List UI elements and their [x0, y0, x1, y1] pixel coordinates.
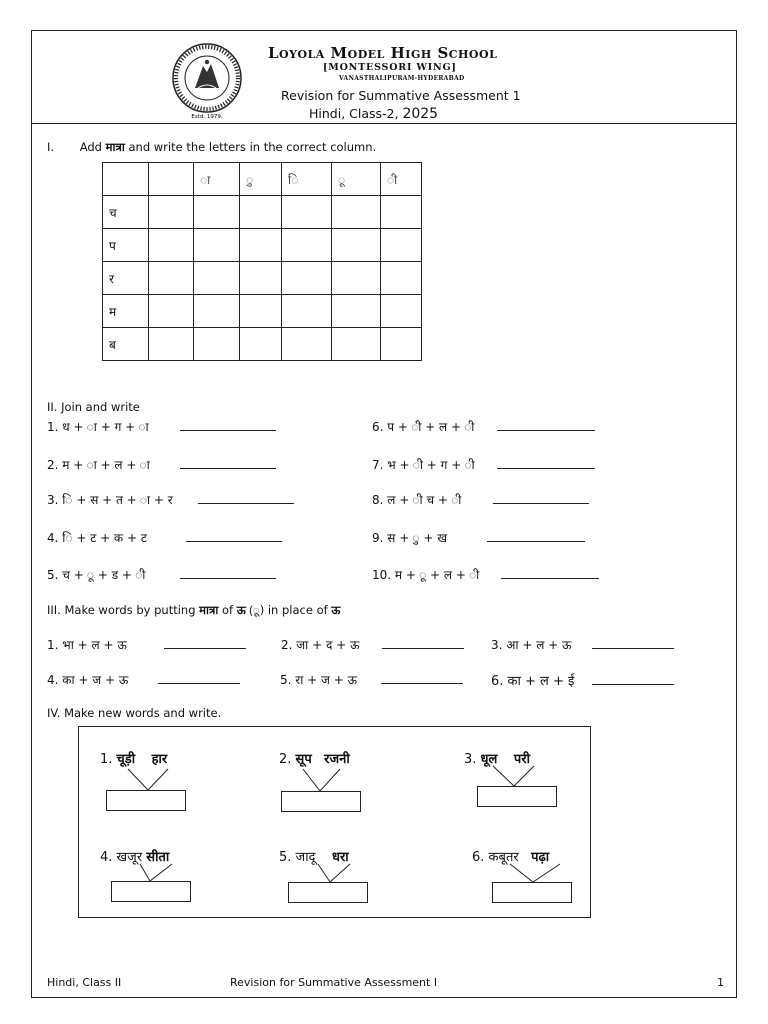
- answer-cell[interactable]: [332, 196, 381, 229]
- answer-cell[interactable]: [149, 295, 194, 328]
- answer-cell[interactable]: [149, 262, 194, 295]
- answer-blank[interactable]: [493, 493, 589, 504]
- answer-cell[interactable]: [332, 262, 381, 295]
- answer-cell[interactable]: [332, 328, 381, 361]
- matra-item: 2. जा + द + ऊ: [281, 636, 464, 653]
- answer-blank[interactable]: [497, 458, 595, 469]
- answer-cell[interactable]: [381, 328, 422, 361]
- matra-item: 1. भा + ल + ऊ: [47, 636, 246, 653]
- matra-item: 3. आ + ल + ऊ: [491, 636, 674, 653]
- logo-established: Estd. 1979.: [191, 114, 223, 120]
- answer-cell[interactable]: [149, 196, 194, 229]
- join-item: 7. भ + ी + ग + ी: [372, 456, 595, 473]
- answer-cell[interactable]: [149, 328, 194, 361]
- class-label: Hindi, Class-2,: [309, 106, 403, 121]
- answer-cell[interactable]: [282, 295, 332, 328]
- answer-cell[interactable]: [282, 229, 332, 262]
- matra-item: 4. का + ज + ऊ: [47, 671, 240, 688]
- answer-cell[interactable]: [194, 328, 240, 361]
- answer-box[interactable]: [106, 790, 186, 811]
- table-cell: [103, 163, 149, 196]
- table-row: [103, 229, 422, 262]
- answer-cell[interactable]: [381, 229, 422, 262]
- join-item: 3. ि + स + त + ा + र: [47, 491, 294, 508]
- answer-blank[interactable]: [592, 674, 674, 685]
- answer-blank[interactable]: [497, 420, 595, 431]
- answer-cell[interactable]: [381, 295, 422, 328]
- answer-box[interactable]: [477, 786, 557, 807]
- answer-cell[interactable]: [240, 328, 282, 361]
- join-item: 9. स + ु + ख: [372, 529, 585, 546]
- answer-box[interactable]: [281, 791, 361, 812]
- answer-cell[interactable]: [282, 262, 332, 295]
- year: 2025: [402, 106, 439, 122]
- answer-cell[interactable]: [194, 295, 240, 328]
- header-divider: [31, 123, 737, 124]
- answer-box[interactable]: [492, 882, 572, 903]
- school-location: VANASTHALIPURAM-HYDERABAD: [339, 75, 465, 82]
- answer-blank[interactable]: [180, 458, 276, 469]
- answer-cell[interactable]: [282, 196, 332, 229]
- page-number: 1: [717, 976, 724, 989]
- answer-cell[interactable]: [194, 196, 240, 229]
- answer-blank[interactable]: [198, 493, 294, 504]
- answer-blank[interactable]: [382, 638, 464, 649]
- matra-word: मात्रा: [105, 140, 125, 154]
- letter-cell: म: [103, 295, 149, 328]
- section-1-heading: I. Add मात्रा and write the letters in the correct column.: [47, 140, 377, 154]
- matra-table: [102, 162, 422, 361]
- table-row: [103, 262, 422, 295]
- join-item: 8. ल + ी च + ी: [372, 491, 589, 508]
- word-pair: 1. चूड़ी हार: [100, 752, 168, 767]
- letter-cell: च: [103, 196, 149, 229]
- answer-blank[interactable]: [186, 531, 282, 542]
- section-4-heading: IV. Make new words and write.: [47, 706, 222, 720]
- letter-cell: ब: [103, 328, 149, 361]
- letter-cell: र: [103, 262, 149, 295]
- section-2-heading: II. Join and write: [47, 400, 140, 414]
- join-item: 1. ध + ा + ग + ा: [47, 418, 276, 435]
- join-item: 5. च + ू + ड + ी: [47, 566, 276, 583]
- footer-left: Hindi, Class II: [47, 976, 122, 989]
- answer-cell[interactable]: [240, 229, 282, 262]
- table-header-row: [103, 163, 422, 196]
- answer-box[interactable]: [111, 881, 191, 902]
- answer-cell[interactable]: [194, 229, 240, 262]
- answer-blank[interactable]: [487, 531, 585, 542]
- school-logo-icon: [168, 42, 246, 120]
- table-cell: [149, 163, 194, 196]
- answer-blank[interactable]: [501, 568, 599, 579]
- answer-blank[interactable]: [180, 420, 276, 431]
- section-1-number: I.: [47, 140, 55, 154]
- section-3-heading: III. Make words by putting मात्रा of ऊ (ू) in place of ऊ: [47, 603, 341, 617]
- join-item: 10. म + ू + ल + ी: [372, 566, 599, 583]
- letter-cell: प: [103, 229, 149, 262]
- join-item: 6. प + ी + ल + ी: [372, 418, 595, 435]
- word-pair: 6. कबूतर पढ़ा: [472, 850, 550, 865]
- answer-cell[interactable]: [332, 295, 381, 328]
- answer-box[interactable]: [288, 882, 368, 903]
- matra-header: ा: [194, 163, 240, 196]
- word-pair: 4. खजूर सीता: [100, 850, 170, 865]
- school-name: Loyola Model High School: [268, 44, 498, 62]
- matra-header: ु: [240, 163, 282, 196]
- answer-cell[interactable]: [194, 262, 240, 295]
- word-pair: 2. सूप रजनी: [279, 752, 350, 767]
- answer-blank[interactable]: [592, 638, 674, 649]
- table-row: [103, 196, 422, 229]
- answer-blank[interactable]: [158, 673, 240, 684]
- school-wing: [MONTESSORI WING]: [323, 62, 457, 73]
- answer-cell[interactable]: [282, 328, 332, 361]
- join-item: 2. म + ा + ल + ा: [47, 456, 276, 473]
- answer-cell[interactable]: [332, 229, 381, 262]
- answer-cell[interactable]: [381, 262, 422, 295]
- matra-header: ि: [282, 163, 332, 196]
- table-row: [103, 295, 422, 328]
- table-row: [103, 328, 422, 361]
- answer-blank[interactable]: [180, 568, 276, 579]
- answer-cell[interactable]: [381, 196, 422, 229]
- footer-center: Revision for Summative Assessment I: [230, 976, 438, 989]
- answer-blank[interactable]: [381, 673, 463, 684]
- answer-cell[interactable]: [149, 229, 194, 262]
- matra-item: 5. रा + ज + ऊ: [280, 671, 463, 688]
- join-item: 4. ि + ट + क + ट: [47, 529, 282, 546]
- matra-word: मात्रा: [199, 603, 219, 617]
- class-line: [309, 106, 438, 122]
- matra-item: 6. का + ल + ई: [491, 671, 674, 689]
- answer-cell[interactable]: [240, 295, 282, 328]
- answer-cell[interactable]: [240, 262, 282, 295]
- answer-cell[interactable]: [240, 196, 282, 229]
- word-pair: 3. धूल परी: [464, 752, 530, 767]
- revision-title: Revision for Summative Assessment 1: [281, 88, 521, 103]
- matra-header: ी: [381, 163, 422, 196]
- matra-header: ू: [332, 163, 381, 196]
- word-pair: 5. जादू धरा: [279, 850, 349, 865]
- answer-blank[interactable]: [164, 638, 246, 649]
